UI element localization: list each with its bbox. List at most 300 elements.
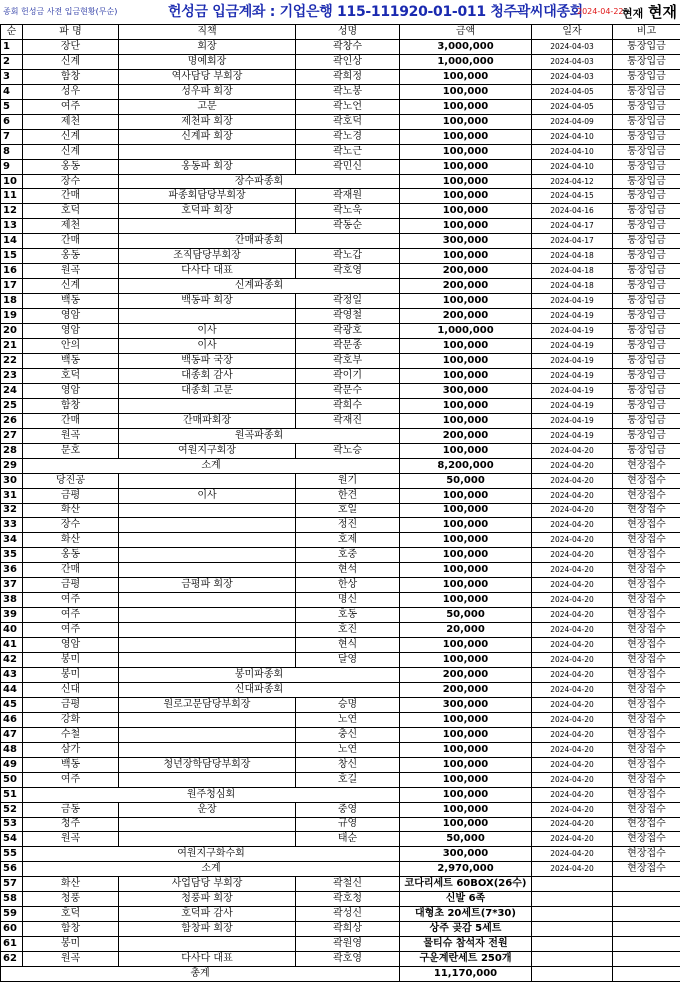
row-name: 곽노근 <box>296 144 400 159</box>
table-row <box>1 952 680 967</box>
row-note: 현장접수 <box>613 772 680 787</box>
row-amount: 100,000 <box>400 189 532 204</box>
table-row <box>1 54 680 69</box>
row-name: 곽호부 <box>296 353 400 368</box>
row-amount: 200,000 <box>400 264 532 279</box>
row-amount: 100,000 <box>400 772 532 787</box>
table-row <box>1 159 680 174</box>
row-pa: 간매 <box>23 563 119 578</box>
row-no: 18 <box>1 294 23 309</box>
table-row <box>1 533 680 548</box>
row-amount: 100,000 <box>400 294 532 309</box>
row-pa: 여주 <box>23 593 119 608</box>
row-pa: 제천 <box>23 219 119 234</box>
row-name: 곽민신 <box>296 159 400 174</box>
row-note: 통장입금 <box>613 174 680 189</box>
table-row <box>1 578 680 593</box>
row-group-name: 간매파종회 <box>119 234 400 249</box>
row-name: 곽동순 <box>296 219 400 234</box>
row-position <box>119 937 296 952</box>
table-row <box>1 847 680 862</box>
row-position: 다사다 대표 <box>119 264 296 279</box>
row-amount: 100,000 <box>400 638 532 653</box>
row-no: 57 <box>1 877 23 892</box>
row-note: 현장접수 <box>613 862 680 877</box>
row-date: 2024-04-20 <box>532 638 613 653</box>
row-name: 정진 <box>296 518 400 533</box>
row-no: 5 <box>1 99 23 114</box>
table-row <box>1 697 680 712</box>
row-no: 13 <box>1 219 23 234</box>
row-position <box>119 727 296 742</box>
donation-table <box>0 24 680 982</box>
row-position: 운장 <box>119 802 296 817</box>
table-row <box>1 518 680 533</box>
row-date: 2024-04-20 <box>532 802 613 817</box>
row-amount: 100,000 <box>400 84 532 99</box>
row-note: 현장접수 <box>613 533 680 548</box>
row-amount: 100,000 <box>400 712 532 727</box>
row-date: 2024-04-20 <box>532 697 613 712</box>
row-note: 통장입금 <box>613 189 680 204</box>
row-pa: 여주 <box>23 99 119 114</box>
row-no: 42 <box>1 653 23 668</box>
row-name: 곽문종 <box>296 339 400 354</box>
row-date: 2024-04-12 <box>532 174 613 189</box>
row-name: 곽호청 <box>296 892 400 907</box>
row-no: 41 <box>1 638 23 653</box>
row-position: 백동파 회장 <box>119 294 296 309</box>
row-no: 48 <box>1 742 23 757</box>
table-row <box>1 922 680 937</box>
row-date: 2024-04-20 <box>532 742 613 757</box>
header-subtitle: 종회 헌성금 사전 입금현황(무순) <box>3 7 118 16</box>
row-pa: 원곡 <box>23 832 119 847</box>
row-note: 통장입금 <box>613 309 680 324</box>
row-position: 간매파회장 <box>119 413 296 428</box>
row-pa: 함창 <box>23 398 119 413</box>
row-name: 곽희수 <box>296 398 400 413</box>
row-note: 현장접수 <box>613 667 680 682</box>
row-amount: 100,000 <box>400 443 532 458</box>
row-note: 통장입금 <box>613 383 680 398</box>
row-note: 통장입금 <box>613 39 680 54</box>
row-date: 2024-04-20 <box>532 817 613 832</box>
row-amount: 100,000 <box>400 802 532 817</box>
row-no: 15 <box>1 249 23 264</box>
row-pa: 여주 <box>23 623 119 638</box>
row-note: 현장접수 <box>613 593 680 608</box>
row-no: 12 <box>1 204 23 219</box>
row-date: 2024-04-10 <box>532 129 613 144</box>
col-header-no: 순 <box>1 25 23 40</box>
row-note: 통장입금 <box>613 69 680 84</box>
table-row <box>1 204 680 219</box>
row-pa: 화산 <box>23 503 119 518</box>
row-note: 현장접수 <box>613 458 680 473</box>
row-no: 29 <box>1 458 23 473</box>
row-date <box>532 907 613 922</box>
row-name: 곽재진 <box>296 413 400 428</box>
row-note: 현장접수 <box>613 817 680 832</box>
row-note: 통장입금 <box>613 443 680 458</box>
table-row <box>1 294 680 309</box>
row-pa: 삼가 <box>23 742 119 757</box>
table-row <box>1 937 680 952</box>
row-group-name: 신계파종회 <box>119 279 400 294</box>
row-no: 16 <box>1 264 23 279</box>
row-position <box>119 817 296 832</box>
row-name: 규영 <box>296 817 400 832</box>
row-amount: 1,000,000 <box>400 324 532 339</box>
total-row <box>1 967 680 982</box>
row-note: 통장입금 <box>613 84 680 99</box>
row-amount: 100,000 <box>400 99 532 114</box>
row-pa: 화산 <box>23 533 119 548</box>
row-note: 통장입금 <box>613 413 680 428</box>
row-group-name: 원곡파종회 <box>119 428 400 443</box>
row-name: 달영 <box>296 653 400 668</box>
row-position <box>119 653 296 668</box>
row-group-name: 봉미파종회 <box>119 667 400 682</box>
row-note: 현장접수 <box>613 712 680 727</box>
row-date: 2024-04-17 <box>532 234 613 249</box>
row-no: 4 <box>1 84 23 99</box>
row-note: 현장접수 <box>613 757 680 772</box>
row-date: 2024-04-20 <box>532 443 613 458</box>
table-row <box>1 339 680 354</box>
row-name: 곽정일 <box>296 294 400 309</box>
row-pa: 청풍 <box>23 892 119 907</box>
row-pa: 장단 <box>23 39 119 54</box>
row-date: 2024-04-19 <box>532 294 613 309</box>
row-note: 현장접수 <box>613 578 680 593</box>
row-no: 3 <box>1 69 23 84</box>
row-amount: 100,000 <box>400 174 532 189</box>
row-date: 2024-04-10 <box>532 159 613 174</box>
row-amount: 상주 곶감 5세트 <box>400 922 532 937</box>
row-no: 56 <box>1 862 23 877</box>
row-pa: 청주 <box>23 817 119 832</box>
row-name: 노연 <box>296 712 400 727</box>
row-position <box>119 638 296 653</box>
row-no: 50 <box>1 772 23 787</box>
table-row <box>1 787 680 802</box>
row-date <box>532 937 613 952</box>
row-name: 현식 <box>296 638 400 653</box>
row-no: 2 <box>1 54 23 69</box>
row-position <box>119 503 296 518</box>
header-now-small: 현재 <box>622 7 644 20</box>
table-row <box>1 368 680 383</box>
row-note: 현장접수 <box>613 682 680 697</box>
row-name: 한견 <box>296 488 400 503</box>
row-position: 백동파 국장 <box>119 353 296 368</box>
row-amount: 코다리세트 60BOX(26수) <box>400 877 532 892</box>
row-pa: 호덕 <box>23 204 119 219</box>
table-row <box>1 727 680 742</box>
row-no: 40 <box>1 623 23 638</box>
row-name: 곽문수 <box>296 383 400 398</box>
row-date: 2024-04-17 <box>532 219 613 234</box>
row-amount: 100,000 <box>400 563 532 578</box>
row-position: 청풍파 회장 <box>119 892 296 907</box>
row-amount: 200,000 <box>400 309 532 324</box>
row-note: 통장입금 <box>613 234 680 249</box>
row-pa: 영암 <box>23 638 119 653</box>
row-name: 중영 <box>296 802 400 817</box>
row-amount: 100,000 <box>400 129 532 144</box>
row-amount: 100,000 <box>400 249 532 264</box>
row-amount: 100,000 <box>400 488 532 503</box>
row-pa: 당진공 <box>23 473 119 488</box>
row-date: 2024-04-18 <box>532 249 613 264</box>
row-date: 2024-04-20 <box>532 832 613 847</box>
row-pa: 수철 <box>23 727 119 742</box>
row-amount: 1,000,000 <box>400 54 532 69</box>
row-no: 38 <box>1 593 23 608</box>
table-row <box>1 667 680 682</box>
table-row <box>1 548 680 563</box>
row-date: 2024-04-20 <box>532 593 613 608</box>
table-row <box>1 324 680 339</box>
row-name: 곽호영 <box>296 952 400 967</box>
row-name: 곽재원 <box>296 189 400 204</box>
row-amount: 물티슈 참석자 전원 <box>400 937 532 952</box>
row-date <box>532 892 613 907</box>
row-no: 62 <box>1 952 23 967</box>
row-amount: 100,000 <box>400 69 532 84</box>
row-date: 2024-04-20 <box>532 563 613 578</box>
row-date: 2024-04-20 <box>532 548 613 563</box>
row-position: 파종회담당부회장 <box>119 189 296 204</box>
row-amount: 50,000 <box>400 832 532 847</box>
row-date: 2024-04-20 <box>532 757 613 772</box>
row-note: 통장입금 <box>613 353 680 368</box>
row-amount: 100,000 <box>400 727 532 742</box>
row-note <box>613 877 680 892</box>
row-no: 35 <box>1 548 23 563</box>
table-row <box>1 413 680 428</box>
row-no: 10 <box>1 174 23 189</box>
row-note: 현장접수 <box>613 847 680 862</box>
table-row <box>1 99 680 114</box>
row-note: 통장입금 <box>613 294 680 309</box>
table-row <box>1 653 680 668</box>
table-row <box>1 219 680 234</box>
row-date: 2024-04-16 <box>532 204 613 219</box>
row-note <box>613 952 680 967</box>
row-pa: 화산 <box>23 877 119 892</box>
table-row <box>1 608 680 623</box>
row-date: 2024-04-20 <box>532 608 613 623</box>
table-row <box>1 398 680 413</box>
row-pa: 간매 <box>23 189 119 204</box>
row-note <box>613 907 680 922</box>
row-note: 현장접수 <box>613 488 680 503</box>
row-note: 현장접수 <box>613 608 680 623</box>
table-row <box>1 69 680 84</box>
row-amount: 200,000 <box>400 682 532 697</box>
row-amount: 200,000 <box>400 428 532 443</box>
row-no: 22 <box>1 353 23 368</box>
row-name: 곽이기 <box>296 368 400 383</box>
row-note: 통장입금 <box>613 264 680 279</box>
row-amount: 100,000 <box>400 548 532 563</box>
row-pa: 원곡 <box>23 952 119 967</box>
row-no: 45 <box>1 697 23 712</box>
row-pa: 백동 <box>23 353 119 368</box>
row-position: 고문 <box>119 99 296 114</box>
row-name: 곽인상 <box>296 54 400 69</box>
row-amount: 100,000 <box>400 204 532 219</box>
row-pa: 원곡 <box>23 428 119 443</box>
row-no: 9 <box>1 159 23 174</box>
row-name: 곽노승 <box>296 443 400 458</box>
row-amount: 100,000 <box>400 368 532 383</box>
row-no: 32 <box>1 503 23 518</box>
table-row <box>1 234 680 249</box>
header-date: 2024-04-22 <box>577 7 624 16</box>
row-name: 곽철신 <box>296 877 400 892</box>
header-row <box>1 25 680 40</box>
row-pa: 영암 <box>23 324 119 339</box>
row-date: 2024-04-05 <box>532 84 613 99</box>
row-pa: 금평 <box>23 578 119 593</box>
row-name: 승명 <box>296 697 400 712</box>
row-amount: 50,000 <box>400 473 532 488</box>
row-name: 태순 <box>296 832 400 847</box>
row-date: 2024-04-20 <box>532 682 613 697</box>
table-row <box>1 189 680 204</box>
row-name: 곽노경 <box>296 129 400 144</box>
row-date: 2024-04-18 <box>532 279 613 294</box>
total-label: 총계 <box>1 967 400 982</box>
row-date: 2024-04-19 <box>532 428 613 443</box>
total-note-cell <box>613 967 680 982</box>
table-row <box>1 443 680 458</box>
row-no: 20 <box>1 324 23 339</box>
col-header-note: 비고 <box>613 25 680 40</box>
row-note: 현장접수 <box>613 697 680 712</box>
row-amount: 2,970,000 <box>400 862 532 877</box>
row-position <box>119 712 296 727</box>
row-no: 14 <box>1 234 23 249</box>
row-pa: 안의 <box>23 339 119 354</box>
row-amount: 100,000 <box>400 159 532 174</box>
row-date: 2024-04-05 <box>532 99 613 114</box>
row-no: 37 <box>1 578 23 593</box>
row-amount: 8,200,000 <box>400 458 532 473</box>
row-position: 제천파 회장 <box>119 114 296 129</box>
table-row <box>1 144 680 159</box>
row-amount: 구운계란세트 250개 <box>400 952 532 967</box>
row-no: 28 <box>1 443 23 458</box>
table-row <box>1 249 680 264</box>
row-name: 호중 <box>296 548 400 563</box>
row-note: 현장접수 <box>613 473 680 488</box>
table-row <box>1 832 680 847</box>
row-position: 성우파 회장 <box>119 84 296 99</box>
row-position: 다사다 대표 <box>119 952 296 967</box>
table-row <box>1 264 680 279</box>
row-note: 통장입금 <box>613 249 680 264</box>
row-no: 6 <box>1 114 23 129</box>
row-note: 통장입금 <box>613 279 680 294</box>
row-date: 2024-04-20 <box>532 518 613 533</box>
row-no: 7 <box>1 129 23 144</box>
row-date: 2024-04-20 <box>532 653 613 668</box>
row-note: 통장입금 <box>613 324 680 339</box>
table-row <box>1 563 680 578</box>
row-date: 2024-04-20 <box>532 533 613 548</box>
row-position <box>119 563 296 578</box>
table-row <box>1 817 680 832</box>
row-note: 현장접수 <box>613 548 680 563</box>
row-no: 30 <box>1 473 23 488</box>
row-note: 통장입금 <box>613 368 680 383</box>
row-note: 통장입금 <box>613 219 680 234</box>
row-pa: 옹동 <box>23 249 119 264</box>
row-date: 2024-04-03 <box>532 39 613 54</box>
row-date: 2024-04-20 <box>532 862 613 877</box>
row-date: 2024-04-20 <box>532 772 613 787</box>
table-row <box>1 593 680 608</box>
row-name: 호길 <box>296 772 400 787</box>
row-pa: 백동 <box>23 757 119 772</box>
row-note: 현장접수 <box>613 518 680 533</box>
row-amount: 3,000,000 <box>400 39 532 54</box>
row-date: 2024-04-20 <box>532 847 613 862</box>
row-position: 명예회장 <box>119 54 296 69</box>
row-date: 2024-04-20 <box>532 578 613 593</box>
table-row <box>1 84 680 99</box>
row-date: 2024-04-18 <box>532 264 613 279</box>
row-no: 19 <box>1 309 23 324</box>
row-pa: 영암 <box>23 383 119 398</box>
row-amount: 100,000 <box>400 742 532 757</box>
row-name: 호진 <box>296 623 400 638</box>
row-amount: 50,000 <box>400 608 532 623</box>
row-pa: 봉미 <box>23 937 119 952</box>
row-pa: 신계 <box>23 144 119 159</box>
table-row <box>1 353 680 368</box>
row-position <box>119 144 296 159</box>
row-pa: 신계 <box>23 279 119 294</box>
row-name: 곽영철 <box>296 309 400 324</box>
row-pa: 신대 <box>23 682 119 697</box>
row-position: 청년장학담당부회장 <box>119 757 296 772</box>
row-pa: 간매 <box>23 413 119 428</box>
row-position: 이사 <box>119 324 296 339</box>
row-position: 조직담당부회장 <box>119 249 296 264</box>
row-amount: 100,000 <box>400 578 532 593</box>
row-position <box>119 608 296 623</box>
table-row <box>1 114 680 129</box>
row-no: 54 <box>1 832 23 847</box>
row-no: 27 <box>1 428 23 443</box>
row-pa: 간매 <box>23 234 119 249</box>
header-title: 헌성금 입금계좌 : 기업은행 115-111920-01-011 청주곽씨대종회 <box>168 4 583 20</box>
row-pa: 여주 <box>23 772 119 787</box>
row-name: 곽원영 <box>296 937 400 952</box>
row-amount: 100,000 <box>400 653 532 668</box>
table-row <box>1 503 680 518</box>
row-pa: 금평 <box>23 697 119 712</box>
row-position <box>119 623 296 638</box>
row-name: 현석 <box>296 563 400 578</box>
table-row <box>1 279 680 294</box>
